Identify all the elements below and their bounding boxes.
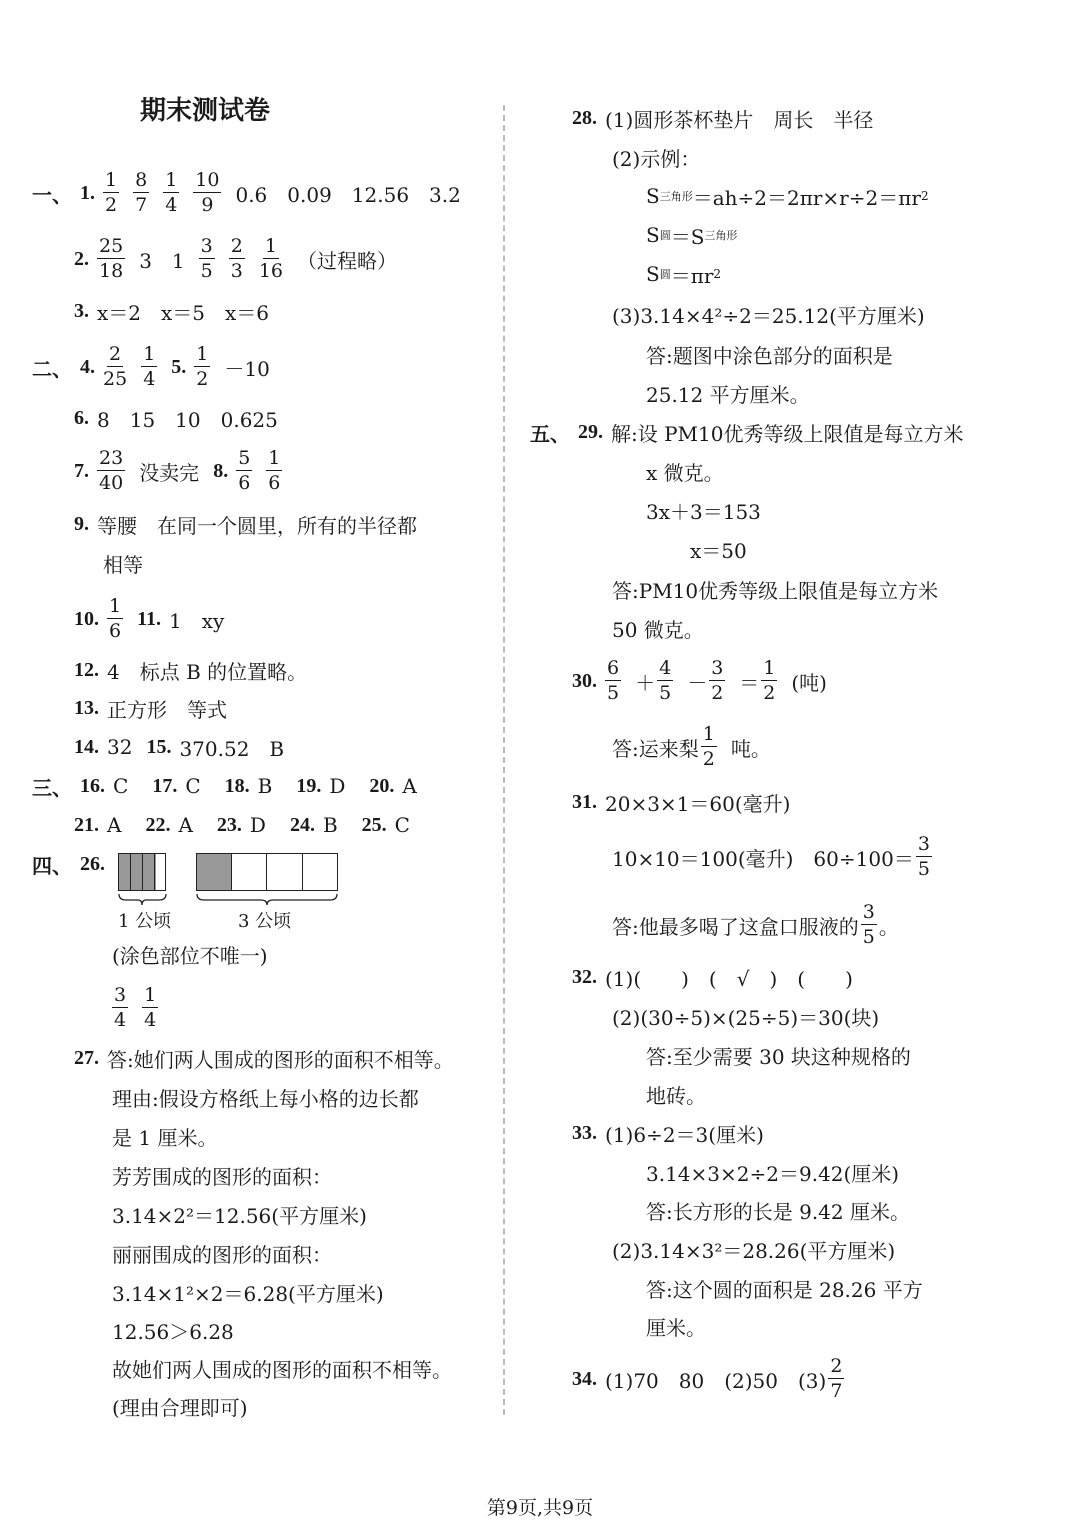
- choice-number: 17.: [152, 774, 178, 797]
- q7-number: 7.: [74, 459, 89, 482]
- choice-number: 20.: [369, 774, 395, 797]
- q27-row: [112, 1116, 217, 1156]
- q31-answer: 答:他最多喝了这盒口服液的 $\frac{3}{5}$ 。: [612, 901, 899, 948]
- q32-line: (1)( ) ( √ ) ( ): [605, 966, 853, 991]
- q32-row: [612, 996, 879, 1036]
- q14-text: 32: [107, 735, 133, 759]
- q32-row: [646, 1074, 706, 1114]
- q9-row-2: [103, 543, 143, 583]
- q31-row-2: 10×10＝100(毫升) 60÷100＝ $\frac{3}{5}$: [612, 833, 930, 880]
- q2-values: 3 1: [139, 248, 185, 273]
- q12-row: [74, 650, 307, 690]
- section-2-label: 二、: [32, 358, 72, 381]
- q9-number: 9.: [74, 512, 89, 535]
- q28-row: [572, 98, 873, 138]
- q1-row: [32, 170, 461, 216]
- q6-text: 8 15 10 0.625: [97, 407, 278, 432]
- q33-row: [612, 1229, 895, 1269]
- fraction: $\frac{2}{7}$: [830, 1355, 843, 1402]
- column-divider: [503, 105, 505, 1415]
- q28-row: [612, 137, 700, 177]
- q32-row: [646, 1035, 911, 1075]
- choice-number: 22.: [145, 813, 171, 836]
- q27-line: 故她们两人围成的图形的面积不相等。: [112, 1357, 452, 1382]
- q28-line: 25.12 平方厘米。: [646, 382, 810, 407]
- q12-text: 4 标点 B 的位置略。: [107, 659, 308, 684]
- q33-line: 3.14×3×2÷2＝9.42(厘米): [646, 1161, 900, 1186]
- shaded-part-1: [119, 854, 156, 890]
- fraction: $\frac{1}{2}$: [196, 343, 209, 390]
- choice-answer: A: [402, 774, 417, 798]
- fraction: $\frac{1}{4}$: [165, 169, 178, 216]
- fraction: $\frac{10}{9}$: [195, 169, 220, 216]
- q7-text: 没卖完: [139, 460, 200, 485]
- q28-line: 答:题图中涂色部分的面积是: [646, 343, 893, 368]
- fraction: $\frac{23}{40}$: [99, 447, 124, 494]
- choice-answer: C: [394, 813, 410, 837]
- section-1-label: 一、: [32, 184, 72, 207]
- fraction: $\frac{2}{25}$: [103, 343, 128, 390]
- q28-row: [646, 334, 893, 374]
- q27-row: [112, 1233, 332, 1273]
- fraction: $\frac{1}{4}$: [143, 343, 156, 390]
- q13-text: 正方形 等式: [107, 697, 227, 722]
- q29-row: [612, 569, 938, 609]
- choice-answer: D: [329, 774, 346, 798]
- q28-number: 28.: [572, 106, 597, 129]
- q2-row: [74, 236, 397, 282]
- q30-row: 30. $\frac{6}{5}$ ＋ $\frac{4}{5}$ － $\frac{3}{2}$ ＝ $\frac{1}{2}$ (吨): [572, 657, 827, 704]
- q16-row: [32, 766, 441, 806]
- q6-number: 6.: [74, 406, 89, 429]
- label-1-hectare: 1 公顷: [118, 911, 172, 932]
- q27-row: [112, 1272, 384, 1312]
- q3-text: x＝2 x＝5 x＝6: [97, 300, 270, 325]
- choice-answer: A: [178, 813, 193, 837]
- q31-number: 31.: [572, 790, 597, 813]
- q30-number: 30.: [572, 669, 597, 692]
- q28-line: (2)示例：: [612, 146, 701, 171]
- choice-answer: C: [185, 774, 201, 798]
- q33-line: 答:这个圆的面积是 28.26 平方: [646, 1277, 923, 1302]
- q27-line: 丽丽围成的图形的面积：: [112, 1242, 332, 1267]
- q4-row: [32, 344, 270, 390]
- choice-answer: B: [257, 774, 273, 798]
- q27-row: [112, 1077, 419, 1117]
- q29-row: [690, 529, 747, 569]
- q33-line: 答:长方形的长是 9.42 厘米。: [646, 1199, 910, 1224]
- q27-row: [112, 1348, 452, 1388]
- q29-number: 29.: [578, 420, 603, 443]
- q26-row: [32, 844, 105, 884]
- q27-line: 答:她们两人围成的图形的面积不相等。: [107, 1047, 454, 1072]
- q32-line: (2)(30÷5)×(25÷5)＝30(块): [612, 1005, 880, 1030]
- fraction: $\frac{3}{4}$: [114, 984, 127, 1031]
- fraction: $\frac{1}{6}$: [268, 447, 281, 494]
- q13-row: [74, 688, 227, 728]
- q10-number: 10.: [74, 607, 99, 630]
- q27-line: 芳芳围成的图形的面积：: [112, 1164, 332, 1189]
- q4-number: 4.: [80, 355, 95, 378]
- q26-note-row: [112, 934, 268, 974]
- q5-number: 5.: [171, 355, 187, 378]
- q11-text: 1 xy: [169, 608, 225, 633]
- fraction: $\frac{3}{5}$: [200, 235, 213, 282]
- q27-line: 3.14×1²×2＝6.28(平方厘米): [112, 1281, 384, 1306]
- q14-row: [74, 727, 284, 767]
- choice-answer: B: [322, 813, 338, 837]
- q26-note: (涂色部位不唯一): [112, 943, 268, 968]
- q28-formula-3: S 圆 ＝πr 2: [646, 262, 722, 288]
- q2-number: 2.: [74, 247, 89, 270]
- q11-number: 11.: [137, 607, 161, 630]
- q28-row: [612, 294, 925, 334]
- q7-row: [74, 448, 282, 494]
- q27-row: [112, 1310, 234, 1350]
- q3-row: [74, 291, 269, 331]
- q8-number: 8.: [213, 459, 229, 482]
- q26-fractions: [112, 985, 158, 1031]
- q10-row: [74, 596, 224, 642]
- q27-number: 27.: [74, 1046, 99, 1069]
- q15-text: 370.52 B: [179, 736, 285, 761]
- choice-number: 25.: [361, 813, 387, 836]
- q29-row: [646, 490, 761, 530]
- page-footer: 第9页,共9页: [486, 1497, 594, 1519]
- q26-diagram: [118, 853, 358, 935]
- fraction: $\frac{3}{5}$: [862, 901, 875, 948]
- q1-values: 0.6 0.09 12.56 3.2: [235, 182, 461, 207]
- fraction: $\frac{1}{4}$: [144, 984, 157, 1031]
- choice-answer: A: [107, 813, 122, 837]
- choice-number: 16.: [80, 774, 105, 797]
- q28-row: [646, 373, 810, 413]
- choice-answer: D: [249, 813, 266, 837]
- q29-line: 50 微克。: [612, 617, 704, 642]
- q29-line: 解:设 PM10优秀等级上限值是每立方米: [611, 421, 964, 446]
- q3-number: 3.: [74, 299, 89, 322]
- choice-number: 19.: [296, 774, 322, 797]
- fraction: $\frac{1}{16}$: [258, 235, 284, 282]
- choice-number: 21.: [74, 813, 99, 836]
- fraction: $\frac{8}{7}$: [135, 169, 148, 216]
- q14-number: 14.: [74, 735, 99, 758]
- q27-line: 是 1 厘米。: [112, 1125, 218, 1150]
- q27-line: 12.56＞6.28: [112, 1319, 234, 1344]
- label-3-hectare: 3 公顷: [238, 911, 292, 932]
- q29-line: 3x＋3＝153: [646, 499, 761, 524]
- q31-row: [572, 782, 790, 822]
- q33-row: [646, 1268, 923, 1308]
- fraction: $\frac{2}{3}$: [230, 235, 243, 282]
- fraction: $\frac{5}{6}$: [238, 447, 251, 494]
- fraction: $\frac{1}{2}$: [105, 169, 118, 216]
- fraction: $\frac{1}{2}$: [702, 723, 715, 770]
- q28-formula-2: S 圆 ＝S 三角形: [646, 223, 738, 249]
- choice-answer: C: [113, 774, 129, 798]
- q27-row: [112, 1155, 332, 1195]
- q34-row: 34. (1)70 80 (2)50 (3) $\frac{2}{7}$: [572, 1355, 843, 1402]
- section-5-label: 五、: [530, 423, 570, 446]
- fraction: $\frac{6}{5}$: [607, 657, 620, 704]
- q27-row: [112, 1386, 248, 1426]
- q21-row: [74, 805, 434, 845]
- fraction: $\frac{3}{2}$: [711, 657, 724, 704]
- q28-formula-1: S 三角形 ＝ah÷2＝2πr×r÷2＝πr 2: [646, 184, 929, 210]
- q5-value: －10: [224, 356, 270, 381]
- choice-number: 18.: [224, 774, 250, 797]
- q33-line: (2)3.14×3²＝28.26(平方厘米): [612, 1238, 896, 1263]
- q27-line: (理由合理即可): [112, 1395, 248, 1420]
- q27-line: 理由:假设方格纸上每小格的边长都: [112, 1086, 419, 1111]
- q29-row: [646, 451, 724, 491]
- q33-row: [572, 1113, 764, 1153]
- fraction: $\frac{3}{5}$: [917, 833, 930, 880]
- fraction: $\frac{1}{6}$: [109, 595, 122, 642]
- fraction: $\frac{1}{2}$: [763, 657, 776, 704]
- q34-number: 34.: [572, 1367, 597, 1390]
- q29-row: [530, 412, 963, 452]
- q27-row: [74, 1038, 454, 1078]
- q33-number: 33.: [572, 1121, 597, 1144]
- q33-row: [646, 1306, 706, 1346]
- q33-row: [646, 1152, 899, 1192]
- q29-row: [612, 608, 704, 648]
- q29-line: x 微克。: [646, 460, 724, 485]
- q12-number: 12.: [74, 658, 99, 681]
- q9-text-cont: 相等: [103, 552, 143, 577]
- q28-line: (3)3.14×4²÷2＝25.12(平方厘米): [612, 303, 925, 328]
- q28-line: (1)圆形茶杯垫片 周长 半径: [605, 107, 874, 132]
- q32-line: 答:至少需要 30 块这种规格的: [646, 1044, 911, 1069]
- q13-number: 13.: [74, 696, 99, 719]
- fraction: $\frac{4}{5}$: [659, 657, 672, 704]
- q9-row: [74, 504, 417, 544]
- q32-line: 地砖。: [646, 1083, 706, 1108]
- q32-row: [572, 957, 853, 997]
- q33-line: 厘米。: [646, 1315, 706, 1340]
- q27-row: [112, 1194, 367, 1234]
- choice-number: 23.: [216, 813, 242, 836]
- q31-line: 20×3×1＝60(毫升): [605, 791, 791, 816]
- section-4-label: 四、: [32, 855, 72, 878]
- page-title: 期末测试卷: [140, 96, 271, 126]
- q26-number: 26.: [80, 852, 105, 875]
- section-3-label: 三、: [32, 777, 72, 800]
- q29-line: 答:PM10优秀等级上限值是每立方米: [612, 578, 939, 603]
- q27-line: 3.14×2²＝12.56(平方厘米): [112, 1203, 367, 1228]
- q33-line: (1)6÷2＝3(厘米): [605, 1122, 764, 1147]
- choice-number: 24.: [289, 813, 315, 836]
- q1-number: 1.: [80, 181, 95, 204]
- q15-number: 15.: [146, 735, 172, 758]
- q29-line: x＝50: [690, 538, 747, 563]
- q32-number: 32.: [572, 965, 597, 988]
- shaded-part-2: [197, 854, 231, 890]
- q2-note: （过程略）: [297, 248, 398, 273]
- q9-text: 等腰 在同一个圆里，所有的半径都: [97, 513, 417, 538]
- q30-unit: (吨): [791, 670, 827, 695]
- q33-row: [646, 1190, 910, 1230]
- q30-answer: 答:运来梨 $\frac{1}{2}$ 吨。: [612, 723, 771, 770]
- fraction: $\frac{25}{18}$: [99, 235, 124, 282]
- q6-row: [74, 398, 278, 438]
